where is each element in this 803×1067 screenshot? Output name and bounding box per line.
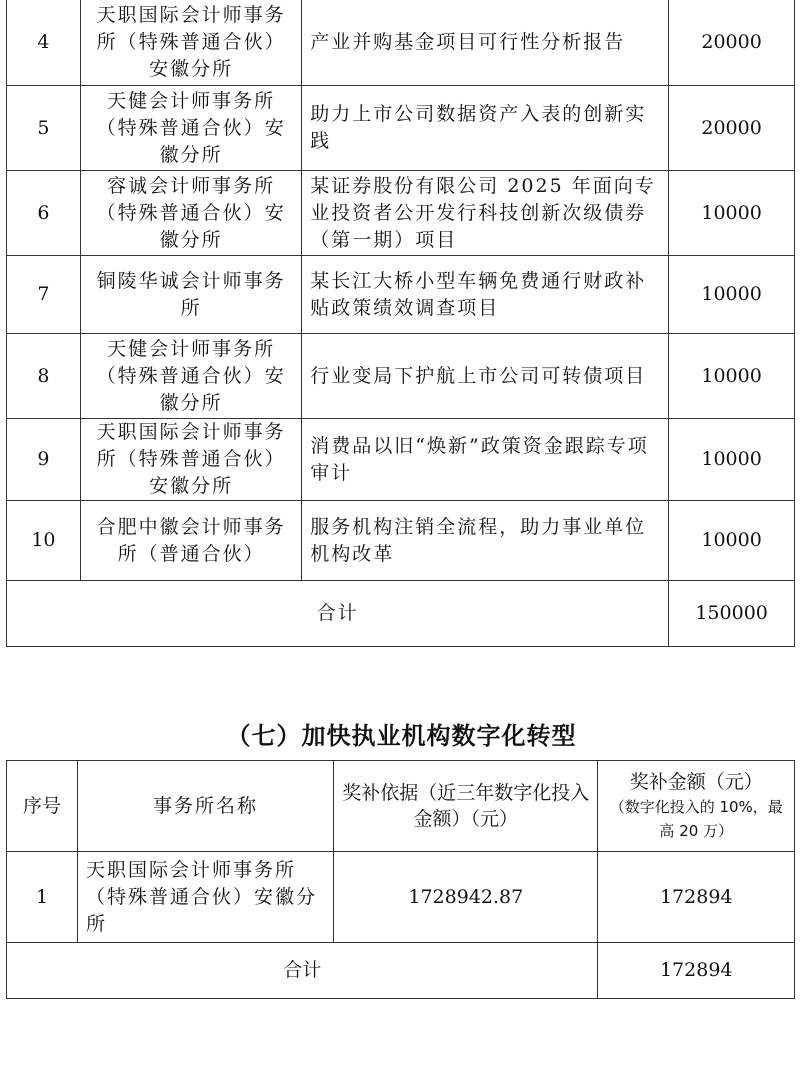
total-amount: 172894: [598, 943, 795, 999]
project-name: 某长江大桥小型车辆免费通行财政补贴政策绩效调查项目: [302, 256, 669, 334]
row-number: 8: [7, 334, 81, 419]
firm-name: 天职国际会计师事务所（特殊普通合伙）安徽分所: [77, 852, 333, 943]
firm-name: 天职国际会计师事务所（特殊普通合伙）安徽分所: [80, 419, 301, 501]
firm-name: 合肥中徽会计师事务所（普通合伙）: [80, 501, 301, 581]
header-no: 序号: [7, 761, 78, 852]
digital-transformation-table: [6, 760, 795, 999]
firm-name: 天健会计师事务所（特殊普通合伙）安徽分所: [80, 334, 301, 419]
award-amount: 20000: [669, 0, 795, 86]
award-amount: 10000: [669, 501, 795, 581]
award-amount: 10000: [669, 171, 795, 256]
firm-name: 天职国际会计师事务所（特殊普通合伙）安徽分所: [80, 0, 301, 86]
table-row: [7, 256, 795, 334]
total-row: [7, 943, 795, 999]
project-name: 助力上市公司数据资产入表的创新实践: [302, 86, 669, 171]
table-row: [7, 852, 795, 943]
header-amount-label: 奖补金额（元）: [629, 771, 763, 793]
award-amount: 10000: [669, 334, 795, 419]
row-number: 9: [7, 419, 81, 501]
project-name: 消费品以旧“焕新”政策资金跟踪专项审计: [302, 419, 669, 501]
project-name: 行业变局下护航上市公司可转债项目: [302, 334, 669, 419]
project-name: 产业并购基金项目可行性分析报告: [302, 0, 669, 86]
firm-name: 容诚会计师事务所（特殊普通合伙）安徽分所: [80, 171, 301, 256]
table-row: [7, 86, 795, 171]
firm-name: 天健会计师事务所（特殊普通合伙）安徽分所: [80, 86, 301, 171]
section-title: （七）加快执业机构数字化转型: [226, 722, 577, 750]
total-label: 合计: [7, 581, 669, 647]
row-number: 5: [7, 86, 81, 171]
header-firm: 事务所名称: [77, 761, 333, 852]
award-amount: 20000: [669, 86, 795, 171]
total-row: [7, 581, 795, 647]
header-amount: [598, 761, 795, 852]
project-award-table: [6, 0, 795, 647]
award-amount: 10000: [669, 256, 795, 334]
table-row: [7, 419, 795, 501]
firm-name: 铜陵华诚会计师事务所: [80, 256, 301, 334]
total-amount: 150000: [669, 581, 795, 647]
row-number: 10: [7, 501, 81, 581]
row-number: 1: [7, 852, 78, 943]
row-number: 4: [7, 0, 81, 86]
basis-amount: 1728942.87: [334, 852, 598, 943]
table-row: [7, 334, 795, 419]
award-amount: 172894: [598, 852, 795, 943]
header-basis: 奖补依据（近三年数字化投入金额）（元）: [334, 761, 598, 852]
table-row: [7, 501, 795, 581]
award-amount: 10000: [669, 419, 795, 501]
header-amount-note: （数字化投入的 10%，最高 20 万）: [609, 798, 783, 840]
table-row: [7, 171, 795, 256]
project-name: 某证券股份有限公司 2025 年面向专业投资者公开发行科技创新次级债券（第一期）项目: [302, 171, 669, 256]
header-row: [7, 761, 795, 852]
row-number: 7: [7, 256, 81, 334]
table-row: [7, 0, 795, 86]
row-number: 6: [7, 171, 81, 256]
total-label: 合计: [7, 943, 598, 999]
project-name: 服务机构注销全流程，助力事业单位机构改革: [302, 501, 669, 581]
